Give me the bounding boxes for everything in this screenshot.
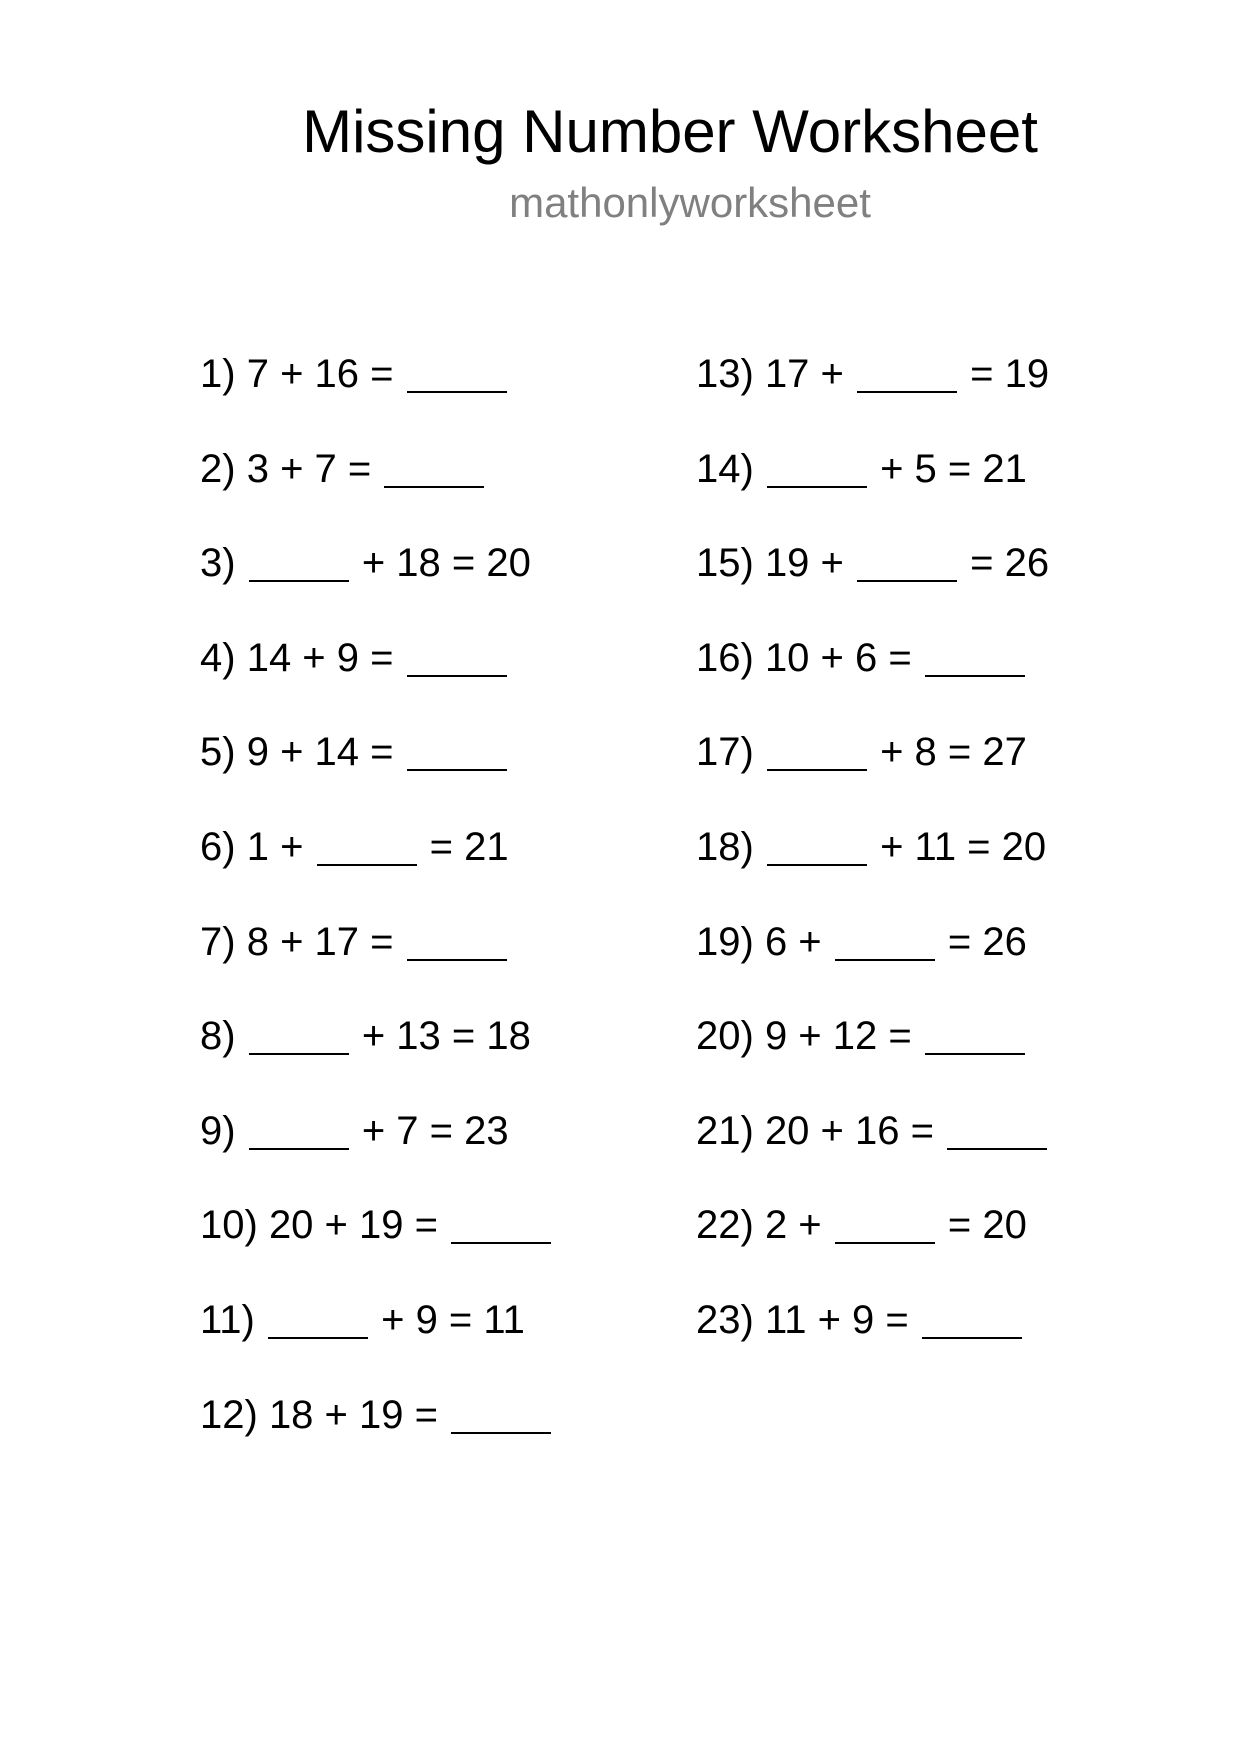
problem-item (200, 914, 553, 1009)
equation-text: + 5 = 21 (880, 446, 1027, 491)
problem-number: 1) (200, 352, 236, 396)
answer-blank[interactable] (767, 486, 867, 488)
answer-blank[interactable] (835, 959, 935, 961)
equation-text: 10 + 6 = (764, 635, 912, 680)
worksheet-subtitle: mathonlyworksheet (509, 179, 871, 226)
problem-item (200, 1387, 553, 1482)
answer-blank[interactable] (317, 864, 417, 866)
equation-text: 1 + (246, 824, 304, 869)
answer-blank[interactable] (922, 1337, 1022, 1339)
equation-text: 3 + 7 = (246, 446, 372, 491)
equation-text: + 9 = 11 (381, 1297, 525, 1342)
problem-item (696, 630, 1049, 725)
problem-item (200, 1292, 553, 1387)
equation-text: 20 + 19 = (268, 1203, 438, 1248)
problem-item (200, 441, 553, 536)
answer-blank[interactable] (407, 391, 507, 393)
problem-number: 14) (696, 446, 754, 491)
equation-text: + 8 = 27 (880, 730, 1027, 775)
problem-item (696, 1292, 1049, 1387)
equation-text: 9 + 14 = (246, 730, 394, 775)
problem-number: 7) (200, 919, 236, 964)
problem-number: 20) (696, 1014, 754, 1059)
problem-column-left (200, 346, 553, 1481)
equation-text: + 11 = 20 (880, 824, 1047, 869)
problem-item (200, 535, 553, 630)
problem-item (696, 1197, 1049, 1292)
equation-text: 19 + (764, 541, 844, 586)
answer-blank[interactable] (925, 675, 1025, 677)
answer-blank[interactable] (407, 675, 507, 677)
equation-text: 6 + (764, 919, 822, 964)
answer-blank[interactable] (925, 1053, 1025, 1055)
problem-number: 9) (200, 1108, 236, 1153)
answer-blank[interactable] (384, 486, 484, 488)
problem-number: 19) (696, 919, 754, 964)
worksheet-title: Missing Number Worksheet (302, 98, 1038, 165)
problem-item (200, 1103, 553, 1198)
answer-blank[interactable] (451, 1432, 551, 1434)
equation-text: 17 + (764, 352, 844, 396)
problem-number: 10) (200, 1203, 258, 1248)
problem-number: 6) (200, 824, 236, 869)
problem-number: 5) (200, 730, 236, 775)
problem-item (696, 1103, 1049, 1198)
answer-blank[interactable] (857, 391, 957, 393)
answer-blank[interactable] (947, 1148, 1047, 1150)
problem-number: 16) (696, 635, 754, 680)
problem-item (696, 724, 1049, 819)
answer-blank[interactable] (451, 1242, 551, 1244)
equation-text: 9 + 12 = (764, 1014, 912, 1059)
problem-number: 17) (696, 730, 754, 775)
problem-column-right (696, 346, 1049, 1387)
problem-item (696, 819, 1049, 914)
problem-number: 2) (200, 446, 236, 491)
answer-blank[interactable] (767, 864, 867, 866)
equation-text: 7 + 16 = (246, 352, 394, 396)
equation-text: 11 + 9 = (764, 1297, 909, 1342)
problem-item (696, 535, 1049, 630)
equation-text: + 13 = 18 (361, 1014, 531, 1059)
problem-number: 4) (200, 635, 236, 680)
problem-item (696, 441, 1049, 536)
answer-blank[interactable] (857, 580, 957, 582)
answer-blank[interactable] (249, 580, 349, 582)
equation-text: + 18 = 20 (361, 541, 531, 586)
answer-blank[interactable] (249, 1053, 349, 1055)
problem-number: 13) (696, 352, 754, 396)
problem-item (696, 1008, 1049, 1103)
answer-blank[interactable] (835, 1242, 935, 1244)
problem-number: 18) (696, 824, 754, 869)
problem-item (200, 819, 553, 914)
answer-blank[interactable] (268, 1337, 368, 1339)
equation-text: 14 + 9 = (246, 635, 394, 680)
problem-item (200, 630, 553, 725)
equation-text: 8 + 17 = (246, 919, 394, 964)
equation-text: = 26 (947, 919, 1027, 964)
problem-item (200, 1197, 553, 1292)
problem-number: 12) (200, 1392, 258, 1437)
answer-blank[interactable] (767, 769, 867, 771)
problem-number: 3) (200, 541, 236, 586)
equation-text: 18 + 19 = (268, 1392, 438, 1437)
problem-number: 21) (696, 1108, 754, 1153)
problem-number: 15) (696, 541, 754, 586)
problem-item (200, 1008, 553, 1103)
problem-item (200, 346, 553, 441)
problem-item (696, 914, 1049, 1009)
problem-number: 23) (696, 1297, 754, 1342)
equation-text: + 7 = 23 (361, 1108, 509, 1153)
answer-blank[interactable] (407, 769, 507, 771)
problem-item (200, 724, 553, 819)
equation-text: = 21 (429, 824, 509, 869)
equation-text: 2 + (764, 1203, 822, 1248)
equation-text: = 20 (947, 1203, 1027, 1248)
equation-text: 20 + 16 = (764, 1108, 934, 1153)
problem-number: 8) (200, 1014, 236, 1059)
equation-text: = 19 (970, 352, 1050, 396)
problem-number: 11) (200, 1297, 255, 1342)
answer-blank[interactable] (249, 1148, 349, 1150)
problem-number: 22) (696, 1203, 754, 1248)
problem-item (696, 346, 1049, 441)
equation-text: = 26 (970, 541, 1050, 586)
answer-blank[interactable] (407, 959, 507, 961)
